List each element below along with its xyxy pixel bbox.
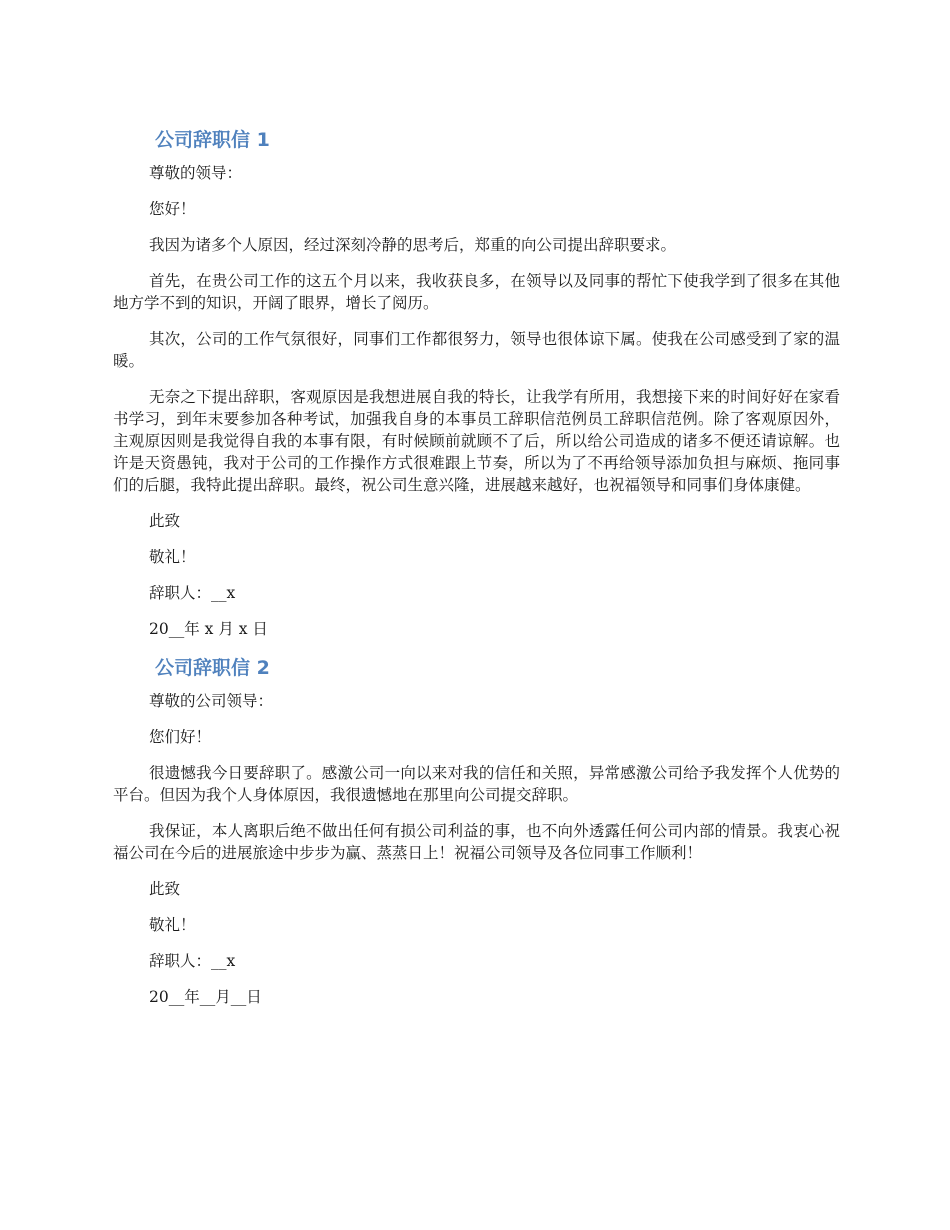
letter-2-regards: 敬礼！ bbox=[149, 916, 196, 934]
letter-2-title: 公司辞职信 2 bbox=[155, 657, 270, 679]
letter-1-paragraph: 首先，在贵公司工作的这五个月以来，我收获良多，在领导以及同事的帮忙下使我学到了很多在其他地方学不到的知识，开阔了眼界，增长了阅历。 bbox=[113, 272, 840, 312]
letter-1-greeting: 您好！ bbox=[149, 200, 196, 218]
letter-1-date: 20__年 x 月 x 日 bbox=[149, 620, 268, 638]
letter-2-paragraph: 我保证，本人离职后绝不做出任何有损公司利益的事，也不向外透露任何公司内部的情景。我衷心祝福公司在今后的进展旅途中步步为赢、蒸蒸日上！祝福公司领导及各位同事工作顺利！ bbox=[113, 822, 840, 862]
letter-1-signature: 辞职人：__x bbox=[149, 584, 236, 602]
letter-1-paragraph: 其次，公司的工作气氛很好，同事们工作都很努力，领导也很体谅下属。使我在公司感受到了家的温暖。 bbox=[113, 330, 840, 370]
letter-2-date: 20__年__月__日 bbox=[149, 988, 262, 1006]
letter-1-paragraph: 无奈之下提出辞职，客观原因是我想进展自我的特长，让我学有所用，我想接下来的时间好好在家看书学习，到年末要参加各种考试，加强我自身的本事员工辞职信范例员工辞职信范例。除了客观原因外，主观原因则是我觉得自我的本事有限，有时候顾前就顾不了后，所以给公司造成的诸多不便还请谅解。也许是天资愚钝，我对于公司的工作操作方式很难跟上节奏，所以为了不再给领导添加负担与麻烦、拖同事们的后腿，我特此提出辞职。最终，祝公司生意兴隆，进展越来越好，也祝福领导和同事们身体康健。 bbox=[113, 388, 840, 494]
letter-1-regards: 敬礼！ bbox=[149, 548, 196, 566]
letter-2-paragraph: 很遗憾我今日要辞职了。感激公司一向以来对我的信任和关照，异常感激公司给予我发挥个人优势的平台。但因为我个人身体原因，我很遗憾地在那里向公司提交辞职。 bbox=[113, 764, 840, 804]
document-body bbox=[113, 126, 840, 1022]
letter-1-title: 公司辞职信 1 bbox=[155, 129, 270, 151]
letter-1-closing: 此致 bbox=[149, 512, 181, 530]
letter-1-paragraph: 我因为诸多个人原因，经过深刻冷静的思考后，郑重的向公司提出辞职要求。 bbox=[149, 236, 677, 254]
letter-1-salutation: 尊敬的领导： bbox=[149, 164, 243, 182]
letter-2-greeting: 您们好！ bbox=[149, 728, 212, 746]
letter-2-salutation: 尊敬的公司领导： bbox=[149, 692, 274, 710]
letter-2-closing: 此致 bbox=[149, 880, 181, 898]
letter-2-signature: 辞职人：__x bbox=[149, 952, 236, 970]
